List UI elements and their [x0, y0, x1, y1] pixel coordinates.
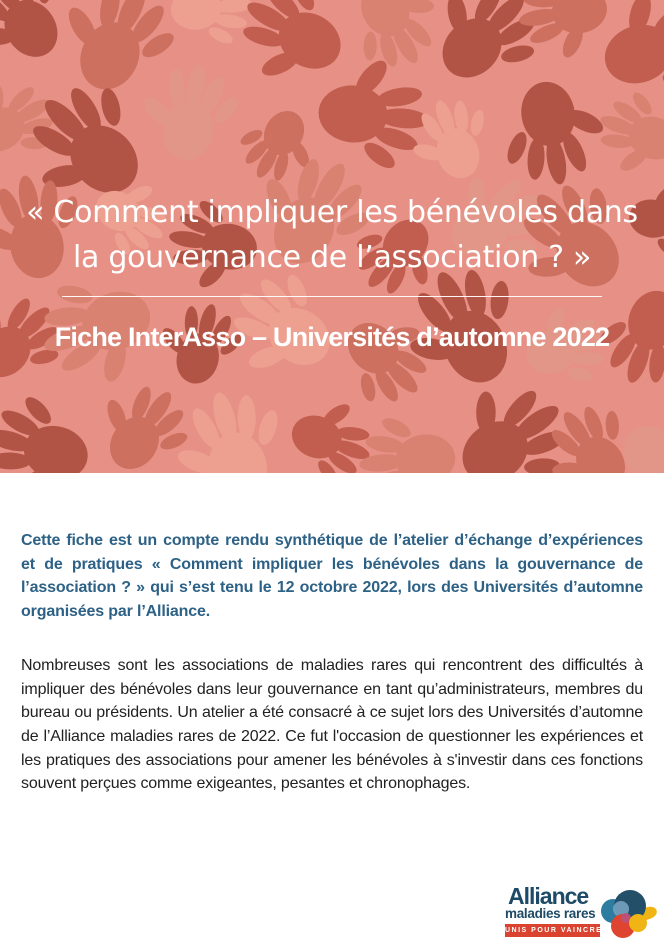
document-body [0, 473, 664, 796]
alliance-logo [505, 883, 662, 947]
page-title-line2: la gouvernance de l’association ? » [72, 240, 592, 275]
page-title [0, 190, 664, 280]
logo-name: Alliance [508, 883, 589, 909]
logo-tagline-banner: UNIS POUR VAINCRE [505, 924, 600, 937]
logo-circle-yellow-icon [629, 914, 647, 932]
page-subtitle: Fiche InterAsso – Universités d’automne 2022 [54, 322, 610, 352]
intro-paragraph: Nombreuses sont les associations de maladies rares qui rencontrent des difficultés à impliquer des bénévoles dans leur gouvernance en tant qu’administrateurs, membres du bureau ou présidents. Un atelier a été consacré à ce sujet lors des Universités d’automne de l’Alliance maladies rares de 2022. Ce fut l'occasion de questionner les expériences et les pratiques des associations pour amener les bénévoles à s'investir dans ces fonctions souvent perçues comme exigeantes, pesantes et chronophages. [21, 656, 643, 793]
header-banner [0, 0, 664, 473]
alliance-logo-mark-icon [600, 886, 662, 947]
title-divider [62, 296, 602, 297]
logo-subname: maladies rares [505, 906, 596, 921]
lead-paragraph: Cette fiche est un compte rendu synthétique de l’atelier d’échange d’expériences et de pratiques « Comment impliquer les bénévoles dans la gouvernance de l’association ? » qui s’est tenu le 12 octobre 2022, lors des Universités d’automne organisées par l’Alliance. [21, 532, 643, 621]
logo-text-block [505, 883, 603, 937]
page-title-line1: « Comment impliquer les bénévoles dans [26, 195, 638, 230]
